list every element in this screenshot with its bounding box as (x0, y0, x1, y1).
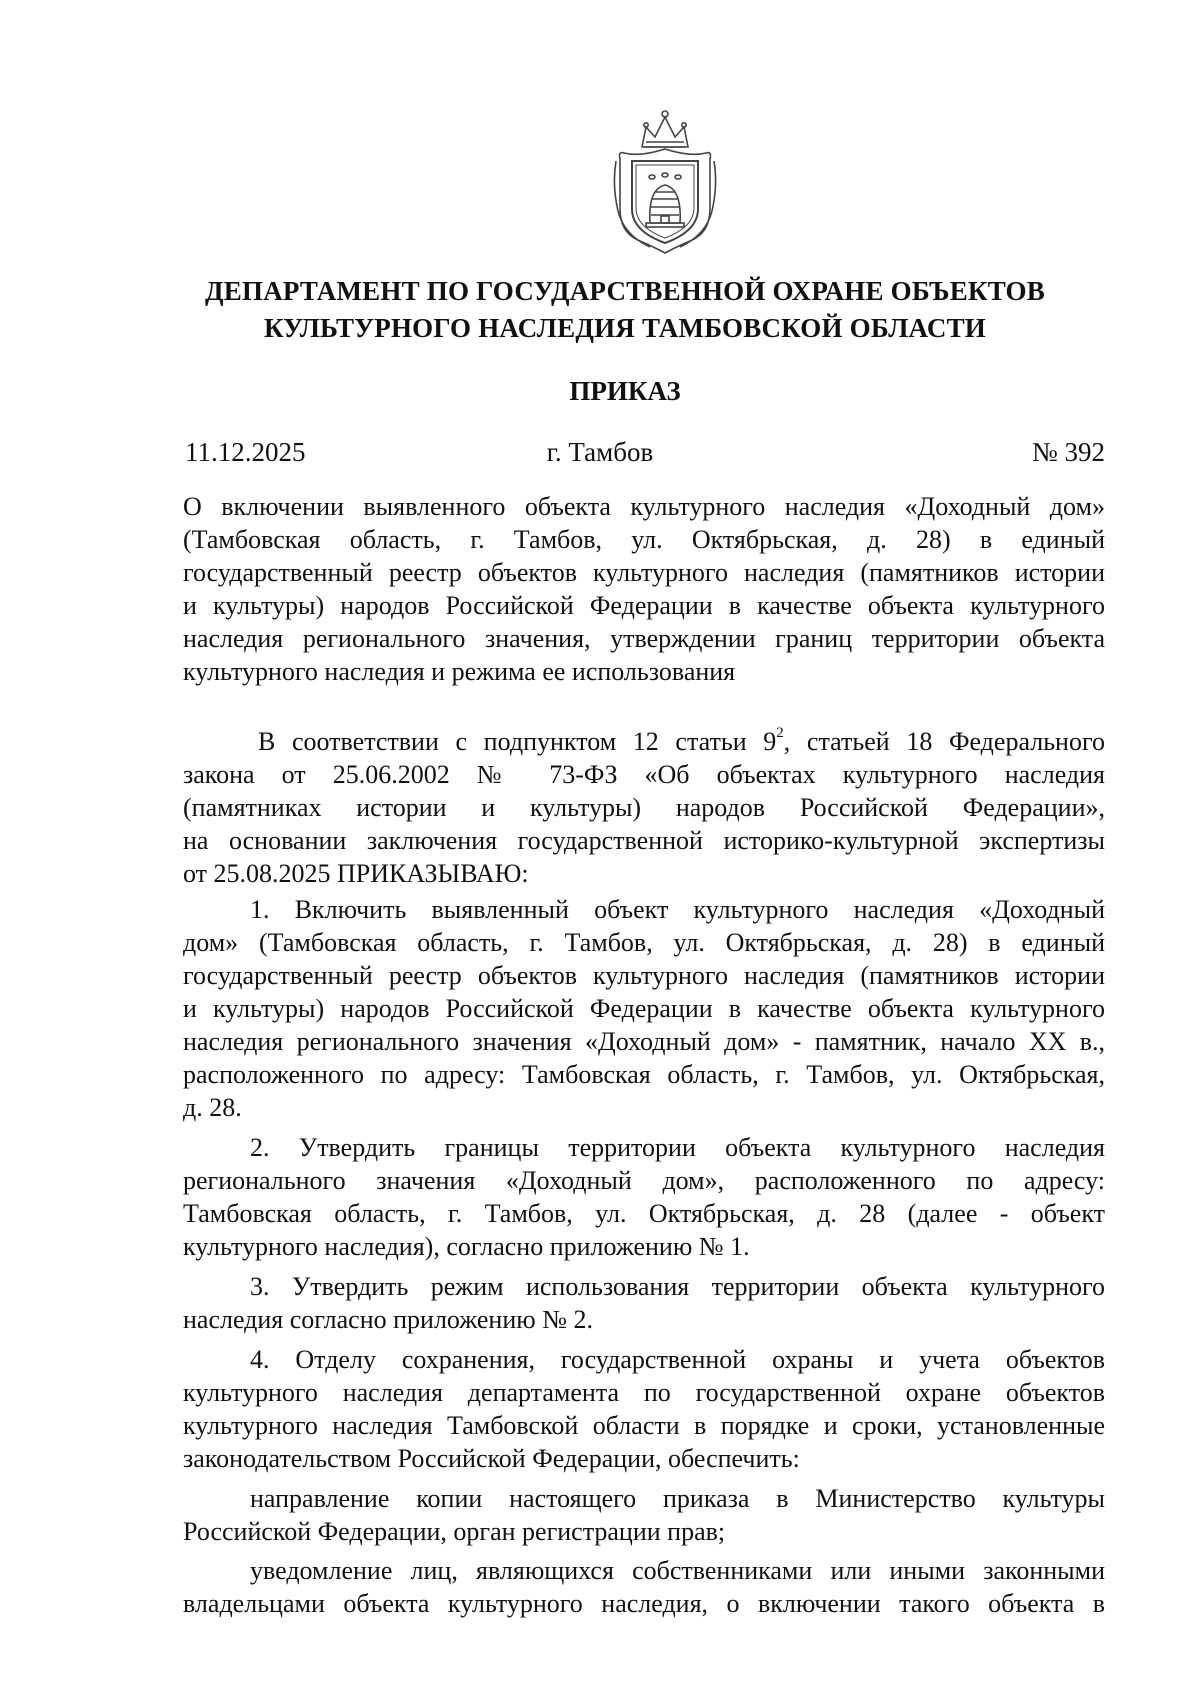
subject-line: государственный реестр объектов культурного наследия (памятников истории (183, 558, 1105, 587)
subject-line: культурного наследия и режима ее использования (183, 657, 736, 686)
order-city: г. Тамбов (546, 437, 654, 467)
item2-line: Тамбовская область, г. Тамбов, ул. Октябрьская, д. 28 (далее - объект (183, 1199, 1105, 1228)
subitem-line: владельцами объекта культурного наследия, о включении такого объекта в (183, 1589, 1105, 1618)
item1-line: расположенного по адресу: Тамбовская область, г. Тамбов, ул. Октябрьская, (183, 1060, 1105, 1089)
item2-line: регионального значения «Доходный дом», расположенного по адресу: (183, 1166, 1105, 1195)
department-title-line1: ДЕПАРТАМЕНТ ПО ГОСУДАРСТВЕННОЙ ОХРАНЕ ОБЪЕКТОВ (205, 276, 1045, 306)
item1-line: государственный реестр объектов культурного наследия (памятников истории (183, 961, 1105, 990)
item3-line: наследия согласно приложению № 2. (183, 1305, 593, 1334)
item1-line: д. 28. (183, 1093, 242, 1122)
subitem-line: направление копии настоящего приказа в Министерство культуры (250, 1484, 1105, 1513)
preamble-text: , статьей 18 Федерального (783, 727, 1105, 756)
item4-line: культурного наследия департамента по государственной охране объектов (183, 1378, 1105, 1407)
preamble-line: (памятниках истории и культуры) народов Российской Федерации», (183, 793, 1105, 822)
subject-line: и культуры) народов Российской Федерации в качестве объекта культурного (183, 591, 1105, 620)
subject-line: наследия регионального значения, утверждении границ территории объекта (183, 624, 1105, 653)
preamble-line (258, 725, 1105, 758)
subject-line: О включении выявленного объекта культурного наследия «Доходный дом» (183, 492, 1105, 521)
subitem-line: Российской Федерации, орган регистрации прав; (183, 1517, 726, 1546)
subitem-line: уведомление лиц, являющихся собственниками или иными законными (250, 1556, 1105, 1585)
preamble-line: от 25.08.2025 ПРИКАЗЫВАЮ: (183, 859, 529, 888)
preamble-text: В соответствии с подпунктом 12 статьи 9 (258, 727, 777, 756)
item1-line: 1. Включить выявленный объект культурного наследия «Доходный (250, 895, 1105, 924)
order-number: № 392 (1031, 437, 1105, 467)
item4-line: законодательством Российской Федерации, обеспечить: (183, 1444, 800, 1473)
preamble-line: закона от 25.06.2002 № 73-ФЗ «Об объектах культурного наследия (183, 760, 1105, 789)
item2-line: культурного наследия), согласно приложению № 1. (183, 1232, 750, 1261)
document-type-title: ПРИКАЗ (569, 376, 681, 406)
item1-line: наследия регионального значения «Доходный дом» - памятник, начало XX в., (183, 1027, 1105, 1056)
coat-of-arms-emblem (610, 105, 720, 255)
item4-line: 4. Отделу сохранения, государственной охраны и учета объектов (250, 1345, 1105, 1374)
superscript: 2 (776, 725, 784, 742)
order-date: 11.12.2025 (185, 437, 306, 467)
item3-line: 3. Утвердить режим использования территории объекта культурного (250, 1272, 1105, 1301)
preamble-line: на основании заключения государственной историко-культурной экспертизы (183, 826, 1105, 855)
item1-line: дом» (Тамбовская область, г. Тамбов, ул. Октябрьская, д. 28) в единый (183, 928, 1105, 957)
department-title-line2: КУЛЬТУРНОГО НАСЛЕДИЯ ТАМБОВСКОЙ ОБЛАСТИ (264, 313, 986, 343)
item1-line: и культуры) народов Российской Федерации в качестве объекта культурного (183, 994, 1105, 1023)
item4-line: культурного наследия Тамбовской области в порядке и сроки, установленные (183, 1411, 1105, 1440)
item2-line: 2. Утвердить границы территории объекта культурного наследия (250, 1133, 1105, 1162)
subject-line: (Тамбовская область, г. Тамбов, ул. Октябрьская, д. 28) в единый (183, 525, 1105, 554)
